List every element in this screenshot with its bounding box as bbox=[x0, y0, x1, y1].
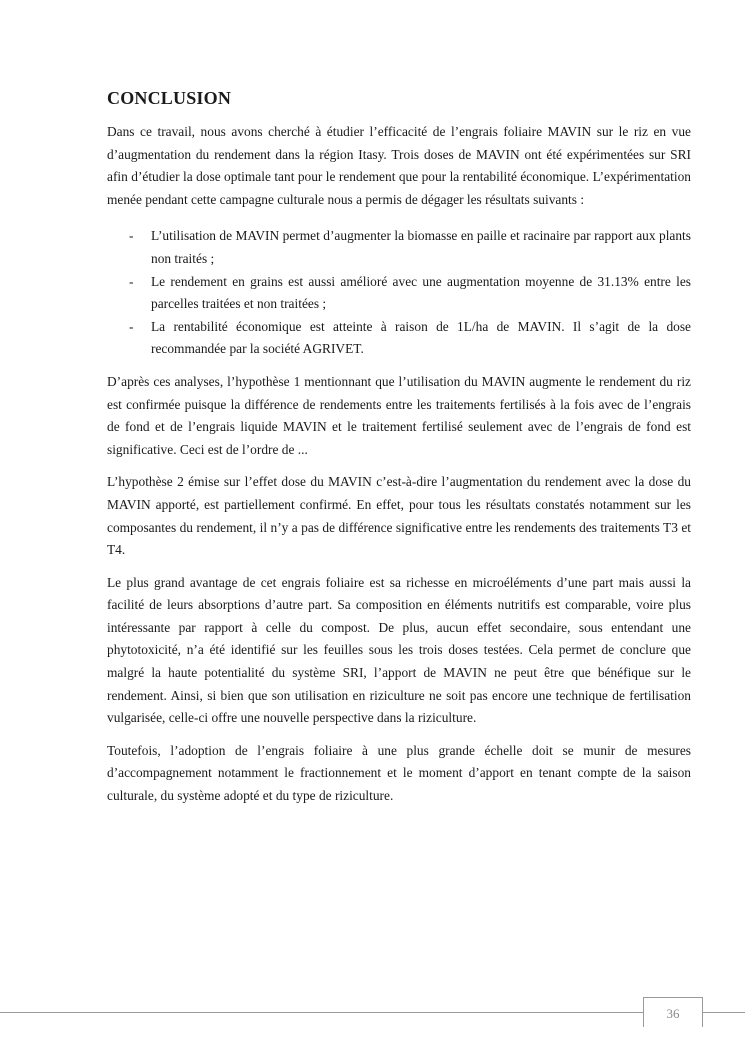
list-item bbox=[129, 271, 691, 316]
bullet-dash: - bbox=[129, 228, 134, 244]
list-item-text: La rentabilité économique est atteinte à raison de 1L/ha de MAVIN. Il s’agit de la dose recommandée par la société AGRIVET. bbox=[151, 318, 691, 357]
footer-rule bbox=[0, 1012, 745, 1013]
list-item bbox=[129, 225, 691, 270]
bullet-dash: - bbox=[129, 273, 134, 289]
document-body bbox=[107, 88, 691, 818]
hypothesis-1-paragraph: D’après ces analyses, l’hypothèse 1 mentionnant que l’utilisation du MAVIN augmente le rendement du riz est confirmée puisque la différence de rendements entre les traitements fertilisés à la fois avec de l’engrais de fond et de l’engrais liquide MAVIN et le traitement fertilisé seulement avec de l’engrais de fond est significative. Ceci est de l’ordre de ... bbox=[107, 373, 691, 457]
page-number: 36 bbox=[643, 997, 703, 1027]
list-item bbox=[129, 316, 691, 361]
list-item-text: L’utilisation de MAVIN permet d’augmenter la biomasse en paille et racinaire par rapport aux plants non traités ; bbox=[151, 228, 691, 266]
list-item-text: Le rendement en grains est aussi amélioré avec une augmentation moyenne de 31.13% entre les parcelles traitées et non traitées ; bbox=[151, 273, 691, 312]
results-list bbox=[107, 225, 691, 361]
conclusion-heading: CONCLUSION bbox=[107, 88, 232, 108]
advantage-paragraph: Le plus grand avantage de cet engrais foliaire est sa richesse en microéléments d’une part mais aussi la facilité de leurs absorptions d’autre part. Sa composition en éléments nutritifs est comparable, voire plus intéressante par rapport à celle du compost. De plus, aucun effet secondaire, sous entendant une phytotoxicité, n’a été identifié sur les feuilles sous les trois doses testées. Cela permet de conclure que malgré la haute potentialité du système SRI, l’apport de MAVIN ne peut être que bénéfique sur le rendement. Ainsi, si bien que son utilisation en riziculture ne soit pas encore une technique de fertilisation vulgarisée, celle-ci offre une nouvelle perspective dans la riziculture. bbox=[107, 574, 691, 726]
intro-paragraph: Dans ce travail, nous avons cherché à étudier l’efficacité de l’engrais foliaire MAVIN sur le riz en vue d’augmentation du rendement dans la région Itasy. Trois doses de MAVIN ont été expérimentées sur SRI afin d’étudier la dose optimale tant pour le rendement que pour la rentabilité économique. L’expérimentation menée pendant cette campagne culturale nous a permis de dégager les résultats suivants : bbox=[107, 124, 691, 207]
bullet-dash: - bbox=[129, 318, 134, 334]
hypothesis-2-paragraph: L’hypothèse 2 émise sur l’effet dose du MAVIN c’est-à-dire l’augmentation du rendement avec la dose du MAVIN apporté, est partiellement confirmé. En effet, pour tous les résultats constatés notamment sur les composantes du rendement, il n’y a pas de différence significative entre les rendements des traitements T3 et T4. bbox=[107, 474, 691, 558]
closing-paragraph: Toutefois, l’adoption de l’engrais foliaire à une plus grande échelle doit se munir de mesures d’accompagnement notamment le fractionnement et le moment d’apport en tenant compte de la saison culturale, du système adopté et du type de riziculture. bbox=[107, 742, 691, 804]
